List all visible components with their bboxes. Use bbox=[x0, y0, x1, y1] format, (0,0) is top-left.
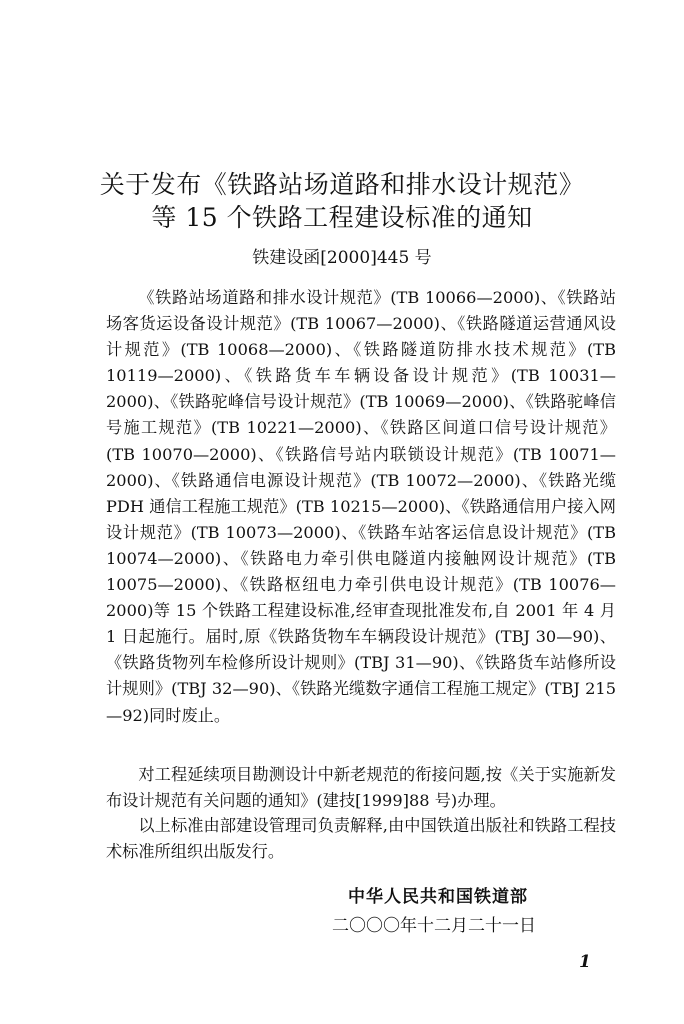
document-title-line-1: 关于发布《铁路站场道路和排水设计规范》 bbox=[99, 170, 585, 199]
body-paragraph-interpretation: 以上标准由部建设管理司负责解释,由中国铁道出版社和铁路工程技术标准所组织出版发行。 bbox=[106, 816, 616, 862]
signature-date: 二〇〇〇年十二月二十一日 bbox=[332, 916, 536, 936]
document-title-line-2: 等 15 个铁路工程建设标准的通知 bbox=[151, 203, 533, 232]
document-number: 铁建设函[2000]445 号 bbox=[252, 248, 432, 268]
body-paragraph-standards-list: 《铁路站场道路和排水设计规范》(TB 10066—2000)、《铁路站场客货运设备设计规范》(TB 10067—2000)、《铁路隧道运营通风设计规范》(TB 10068—2000)、《铁路隧道防排水技术规范》(TB 10119—2000)、《铁路货车车辆设备设计规范》(TB 10031—2000)、《铁路驼峰信号设计规范》(TB 10069—2000)、《铁路驼峰信号施工规范》(TB 10221—2000)、《铁路区间道口信号设计规范》(TB 10070—2000)、《铁路信号站内联锁设计规范》(TB 10071—2000)、《铁路通信电源设计规范》(TB 10072—2000)、《铁路光缆 PDH 通信工程施工规范》(TB 10215—2000)、《铁路通信用户接入网设计规范》(TB 10073—2000)、《铁路车站客运信息设计规范》(TB 10074—2000)、《铁路电力牵引供电隧道内接触网设计规范》(TB 10075—2000)、《铁路枢纽电力牵引供电设计规范》(TB 10076—2000)等 15 个铁路工程建设标准,经审查现批准发布,自 2001 年 4 月 1 日起施行。届时,原《铁路货物车车辆段设计规范》(TBJ 30—90)、《铁路货物列车检修所设计规则》(TBJ 31—90)、《铁路货车站修所设计规则》(TBJ 32—90)、《铁路光缆数字通信工程施工规定》(TBJ 215—92)同时废止。 bbox=[106, 288, 616, 725]
signature-organization: 中华人民共和国铁道部 bbox=[348, 887, 528, 907]
body-paragraph-transition: 对工程延续项目勘测设计中新老规范的衔接问题,按《关于实施新发布设计规范有关问题的通知》(建技[1999]88 号)办理。 bbox=[106, 765, 616, 811]
page-number: 1 bbox=[579, 952, 591, 972]
